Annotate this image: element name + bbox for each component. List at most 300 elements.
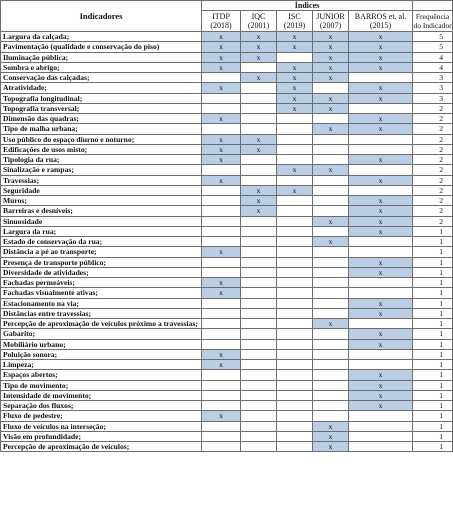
index-mark-cell: x	[313, 216, 349, 226]
index-empty-cell	[241, 278, 277, 288]
index-empty-cell	[277, 370, 313, 380]
index-mark-cell: x	[349, 93, 413, 103]
index-mark-cell: x	[313, 93, 349, 103]
index-empty-cell	[277, 360, 313, 370]
index-empty-cell	[277, 329, 313, 339]
indicator-label: Edificações de usos misto;	[1, 144, 202, 154]
table-row	[1, 380, 453, 390]
index-empty-cell	[313, 339, 349, 349]
index-mark-cell: x	[202, 155, 241, 165]
frequency-value: 2	[413, 134, 453, 144]
table-row	[1, 134, 453, 144]
table-row	[1, 298, 453, 308]
index-mark-cell: x	[202, 32, 241, 42]
index-empty-cell	[241, 175, 277, 185]
indicators-header: Indicadores	[1, 1, 202, 32]
index-empty-cell	[349, 103, 413, 113]
index-empty-cell	[241, 103, 277, 113]
index-mark-cell: x	[349, 175, 413, 185]
index-empty-cell	[202, 319, 241, 329]
index-empty-cell	[202, 257, 241, 267]
index-empty-cell	[202, 390, 241, 400]
index-mark-cell: x	[202, 278, 241, 288]
index-empty-cell	[202, 401, 241, 411]
index-empty-cell	[277, 380, 313, 390]
frequency-value: 2	[413, 216, 453, 226]
index-mark-cell: x	[241, 134, 277, 144]
index-mark-cell: x	[202, 42, 241, 52]
index-mark-cell: x	[349, 216, 413, 226]
index-mark-cell: x	[349, 206, 413, 216]
index-empty-cell	[241, 165, 277, 175]
index-empty-cell	[349, 134, 413, 144]
index-empty-cell	[241, 329, 277, 339]
index-mark-cell: x	[349, 226, 413, 236]
index-empty-cell	[277, 155, 313, 165]
indicator-label: Barreiras e desníveis;	[1, 206, 202, 216]
index-mark-cell: x	[202, 349, 241, 359]
index-empty-cell	[313, 83, 349, 93]
index-mark-cell: x	[313, 73, 349, 83]
index-mark-cell: x	[202, 52, 241, 62]
index-empty-cell	[277, 134, 313, 144]
table-row	[1, 390, 453, 400]
index-mark-cell: x	[241, 73, 277, 83]
frequency-value: 1	[413, 349, 453, 359]
source-header-iqc	[241, 11, 277, 32]
frequency-header: Frequência do Indicador	[413, 12, 452, 30]
indicator-label: Limpeza;	[1, 360, 202, 370]
index-empty-cell	[202, 431, 241, 441]
index-empty-cell	[349, 442, 413, 452]
index-empty-cell	[349, 360, 413, 370]
index-empty-cell	[202, 185, 241, 195]
index-empty-cell	[277, 298, 313, 308]
index-empty-cell	[241, 319, 277, 329]
index-empty-cell	[349, 319, 413, 329]
index-empty-cell	[277, 206, 313, 216]
index-empty-cell	[313, 267, 349, 277]
index-empty-cell	[349, 73, 413, 83]
index-empty-cell	[313, 226, 349, 236]
table-row	[1, 319, 453, 329]
index-empty-cell	[241, 155, 277, 165]
index-empty-cell	[313, 411, 349, 421]
index-empty-cell	[313, 196, 349, 206]
index-empty-cell	[313, 360, 349, 370]
index-mark-cell: x	[277, 62, 313, 72]
table-row	[1, 185, 453, 195]
index-mark-cell: x	[202, 175, 241, 185]
index-mark-cell: x	[241, 42, 277, 52]
index-mark-cell: x	[277, 73, 313, 83]
frequency-value: 2	[413, 175, 453, 185]
indicator-label: Iluminação pública;	[1, 52, 202, 62]
frequency-value: 3	[413, 93, 453, 103]
indices-header: Índices	[202, 1, 413, 11]
index-empty-cell	[277, 226, 313, 236]
index-empty-cell	[241, 308, 277, 318]
index-mark-cell: x	[202, 411, 241, 421]
index-mark-cell: x	[277, 32, 313, 42]
index-mark-cell: x	[349, 196, 413, 206]
indicator-label: Uso público do espaço diurno e noturno;	[1, 134, 202, 144]
index-empty-cell	[241, 124, 277, 134]
source-header-isc	[277, 11, 313, 32]
index-empty-cell	[277, 175, 313, 185]
frequency-value: 1	[413, 257, 453, 267]
table-row	[1, 226, 453, 236]
index-empty-cell	[241, 237, 277, 247]
index-empty-cell	[202, 206, 241, 216]
frequency-value: 2	[413, 165, 453, 175]
indicator-label: Fluxo de veículos na interseção;	[1, 421, 202, 431]
index-mark-cell: x	[277, 185, 313, 195]
table-row	[1, 257, 453, 267]
table-row	[1, 32, 453, 42]
frequency-value: 1	[413, 288, 453, 298]
index-empty-cell	[277, 319, 313, 329]
table-row	[1, 278, 453, 288]
index-empty-cell	[313, 206, 349, 216]
index-mark-cell: x	[277, 165, 313, 175]
index-empty-cell	[313, 144, 349, 154]
index-mark-cell: x	[349, 52, 413, 62]
index-mark-cell: x	[313, 32, 349, 42]
index-empty-cell	[349, 247, 413, 257]
index-empty-cell	[202, 93, 241, 103]
index-empty-cell	[277, 401, 313, 411]
indicator-label: Distâncias entre travessias;	[1, 308, 202, 318]
index-mark-cell: x	[349, 298, 413, 308]
frequency-value: 1	[413, 360, 453, 370]
source-year: (2018)	[210, 21, 232, 30]
index-empty-cell	[277, 390, 313, 400]
index-empty-cell	[241, 62, 277, 72]
index-empty-cell	[241, 442, 277, 452]
frequency-value: 1	[413, 390, 453, 400]
table-row	[1, 114, 453, 124]
indicator-label: Percepção de aproximação de veículos próximo a travessias;	[1, 319, 202, 329]
index-empty-cell	[241, 380, 277, 390]
table-row	[1, 62, 453, 72]
index-empty-cell	[277, 114, 313, 124]
index-mark-cell: x	[313, 421, 349, 431]
index-empty-cell	[202, 216, 241, 226]
indicator-label: Separação dos fluxos;	[1, 401, 202, 411]
source-header-itdp	[202, 11, 241, 32]
indicator-label: Topografia transversal;	[1, 103, 202, 113]
source-year: (2001)	[247, 21, 270, 30]
index-mark-cell: x	[202, 247, 241, 257]
index-empty-cell	[241, 370, 277, 380]
table-row	[1, 42, 453, 52]
indicator-label: Poluição sonora;	[1, 349, 202, 359]
indicator-label: Travessias;	[1, 175, 202, 185]
index-empty-cell	[241, 411, 277, 421]
index-empty-cell	[241, 360, 277, 370]
indicator-label: Largura da rua;	[1, 226, 202, 236]
index-mark-cell: x	[202, 144, 241, 154]
frequency-value: 5	[413, 42, 453, 52]
source-year: (2019)	[283, 21, 306, 30]
indicator-label: Mobiliário urbano;	[1, 339, 202, 349]
indicator-label: Topografia longitudinal;	[1, 93, 202, 103]
frequency-value: 2	[413, 114, 453, 124]
table-row	[1, 421, 453, 431]
index-empty-cell	[202, 370, 241, 380]
index-mark-cell: x	[241, 52, 277, 62]
indicator-label: Intensidade de movimento;	[1, 390, 202, 400]
indicator-label: Dimensão das quadras;	[1, 114, 202, 124]
indicator-label: Visão em profundidade;	[1, 431, 202, 441]
index-mark-cell: x	[277, 103, 313, 113]
index-empty-cell	[313, 278, 349, 288]
index-empty-cell	[277, 247, 313, 257]
index-empty-cell	[349, 237, 413, 247]
frequency-value: 2	[413, 124, 453, 134]
index-mark-cell: x	[349, 339, 413, 349]
index-mark-cell: x	[349, 380, 413, 390]
frequency-value: 1	[413, 370, 453, 380]
indicator-label: Diversidade de atividades;	[1, 267, 202, 277]
index-empty-cell	[349, 185, 413, 195]
source-year: (2015)	[369, 21, 392, 30]
index-empty-cell	[241, 93, 277, 103]
index-empty-cell	[277, 216, 313, 226]
index-empty-cell	[202, 339, 241, 349]
index-empty-cell	[313, 134, 349, 144]
index-empty-cell	[313, 380, 349, 390]
table-row	[1, 329, 453, 339]
frequency-value: 1	[413, 247, 453, 257]
index-empty-cell	[241, 390, 277, 400]
index-empty-cell	[277, 411, 313, 421]
header-blank-cell	[413, 1, 453, 11]
table-row	[1, 175, 453, 185]
table-row	[1, 73, 453, 83]
index-empty-cell	[349, 144, 413, 154]
index-empty-cell	[202, 442, 241, 452]
indicator-label: Fluxo de pedestre;	[1, 411, 202, 421]
index-empty-cell	[277, 349, 313, 359]
frequency-value: 1	[413, 401, 453, 411]
index-empty-cell	[202, 380, 241, 390]
index-empty-cell	[241, 431, 277, 441]
index-mark-cell: x	[349, 155, 413, 165]
index-mark-cell: x	[313, 319, 349, 329]
index-empty-cell	[349, 165, 413, 175]
index-empty-cell	[202, 308, 241, 318]
index-empty-cell	[202, 237, 241, 247]
frequency-value: 2	[413, 196, 453, 206]
frequency-value: 1	[413, 339, 453, 349]
index-mark-cell: x	[313, 124, 349, 134]
table-row	[1, 196, 453, 206]
index-mark-cell: x	[349, 257, 413, 267]
index-empty-cell	[241, 288, 277, 298]
source-header-junior	[313, 11, 349, 32]
index-empty-cell	[277, 442, 313, 452]
index-mark-cell: x	[313, 237, 349, 247]
source-header-barros	[349, 11, 413, 32]
indicator-rows	[1, 32, 453, 452]
index-empty-cell	[202, 329, 241, 339]
index-empty-cell	[277, 124, 313, 134]
table-row	[1, 411, 453, 421]
source-year: (2007)	[319, 21, 342, 30]
index-mark-cell: x	[202, 114, 241, 124]
indicator-label: Estado de conservação da rua;	[1, 237, 202, 247]
index-empty-cell	[202, 421, 241, 431]
index-empty-cell	[202, 226, 241, 236]
frequency-value: 4	[413, 52, 453, 62]
index-empty-cell	[277, 144, 313, 154]
index-empty-cell	[349, 411, 413, 421]
index-mark-cell: x	[349, 32, 413, 42]
index-mark-cell: x	[313, 62, 349, 72]
frequency-value: 3	[413, 83, 453, 93]
frequency-value: 2	[413, 144, 453, 154]
table-row	[1, 93, 453, 103]
table-row	[1, 103, 453, 113]
index-mark-cell: x	[349, 267, 413, 277]
frequency-value: 5	[413, 32, 453, 42]
table-row	[1, 83, 453, 93]
index-empty-cell	[313, 390, 349, 400]
index-empty-cell	[313, 298, 349, 308]
table-row	[1, 206, 453, 216]
index-empty-cell	[313, 370, 349, 380]
index-empty-cell	[241, 247, 277, 257]
index-empty-cell	[277, 196, 313, 206]
index-mark-cell: x	[241, 32, 277, 42]
index-mark-cell: x	[313, 165, 349, 175]
indicator-label: Seguridade	[1, 185, 202, 195]
index-empty-cell	[241, 298, 277, 308]
frequency-value: 1	[413, 278, 453, 288]
index-mark-cell: x	[202, 360, 241, 370]
index-empty-cell	[241, 216, 277, 226]
index-empty-cell	[202, 124, 241, 134]
frequency-value: 4	[413, 62, 453, 72]
index-empty-cell	[241, 339, 277, 349]
index-mark-cell: x	[277, 42, 313, 52]
index-mark-cell: x	[313, 42, 349, 52]
index-empty-cell	[277, 52, 313, 62]
indicator-label: Sinuosidade	[1, 216, 202, 226]
index-empty-cell	[202, 165, 241, 175]
index-empty-cell	[241, 257, 277, 267]
indicator-label: Estacionamento na via;	[1, 298, 202, 308]
table-row	[1, 360, 453, 370]
frequency-value: 1	[413, 431, 453, 441]
index-empty-cell	[313, 114, 349, 124]
indicator-label: Muros;	[1, 196, 202, 206]
source-name: BARROS et. al.	[354, 12, 407, 21]
table-row	[1, 165, 453, 175]
index-empty-cell	[313, 329, 349, 339]
table-row	[1, 339, 453, 349]
frequency-value: 2	[413, 155, 453, 165]
indicator-label: Tipo de movimento;	[1, 380, 202, 390]
indicator-label: Pavimentação (qualidade e conservação do piso)	[1, 42, 202, 52]
index-mark-cell: x	[277, 83, 313, 93]
indicator-label: Largura da calçada;	[1, 32, 202, 42]
index-empty-cell	[241, 421, 277, 431]
index-mark-cell: x	[349, 308, 413, 318]
indicator-label: Fachadas visualmente ativas;	[1, 288, 202, 298]
index-empty-cell	[277, 257, 313, 267]
table-row	[1, 442, 453, 452]
table-row	[1, 370, 453, 380]
frequency-value: 2	[413, 206, 453, 216]
indicator-label: Fachadas permeáveis;	[1, 278, 202, 288]
index-mark-cell: x	[241, 196, 277, 206]
frequency-value: 1	[413, 298, 453, 308]
index-empty-cell	[349, 278, 413, 288]
table-row	[1, 349, 453, 359]
frequency-value: 1	[413, 319, 453, 329]
index-empty-cell	[313, 288, 349, 298]
index-empty-cell	[277, 308, 313, 318]
table-row	[1, 52, 453, 62]
index-empty-cell	[277, 278, 313, 288]
frequency-value: 1	[413, 226, 453, 236]
index-empty-cell	[277, 288, 313, 298]
frequency-value: 1	[413, 308, 453, 318]
frequency-value: 1	[413, 237, 453, 247]
index-mark-cell: x	[349, 390, 413, 400]
indicator-label: Atratividade;	[1, 83, 202, 93]
index-mark-cell: x	[313, 442, 349, 452]
frequency-value: 2	[413, 103, 453, 113]
index-empty-cell	[202, 196, 241, 206]
index-mark-cell: x	[202, 83, 241, 93]
frequency-value: 1	[413, 421, 453, 431]
indicator-label: Tipo de malha urbana;	[1, 124, 202, 134]
indicator-label: Espaços abertos;	[1, 370, 202, 380]
index-mark-cell: x	[349, 124, 413, 134]
index-empty-cell	[313, 349, 349, 359]
index-empty-cell	[241, 226, 277, 236]
index-empty-cell	[202, 298, 241, 308]
indicator-label: Sombra e abrigo;	[1, 62, 202, 72]
index-empty-cell	[313, 155, 349, 165]
table-row	[1, 124, 453, 134]
index-empty-cell	[241, 349, 277, 359]
table-row	[1, 308, 453, 318]
index-empty-cell	[241, 83, 277, 93]
table-row	[1, 237, 453, 247]
source-name: ISC	[288, 12, 301, 21]
table-row	[1, 155, 453, 165]
frequency-value: 1	[413, 442, 453, 452]
indicator-label: Sinalização e rampas;	[1, 165, 202, 175]
index-mark-cell: x	[313, 52, 349, 62]
index-empty-cell	[277, 267, 313, 277]
indicator-label: Distância a pé ao transporte;	[1, 247, 202, 257]
index-empty-cell	[241, 401, 277, 411]
index-empty-cell	[277, 421, 313, 431]
index-empty-cell	[313, 247, 349, 257]
index-mark-cell: x	[313, 103, 349, 113]
table-row	[1, 431, 453, 441]
index-empty-cell	[349, 288, 413, 298]
index-mark-cell: x	[349, 62, 413, 72]
index-mark-cell: x	[349, 83, 413, 93]
index-empty-cell	[241, 114, 277, 124]
